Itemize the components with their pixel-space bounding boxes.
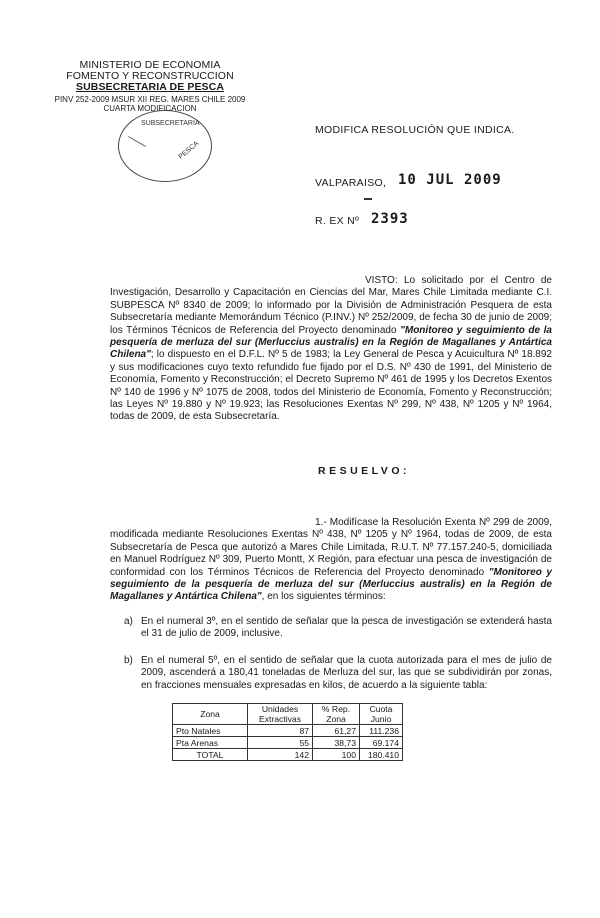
sub-a-marker: a): [124, 616, 133, 627]
table-cell-zone: TOTAL: [173, 749, 248, 761]
ministry-line-2: FOMENTO Y RECONSTRUCCION: [66, 70, 234, 82]
table-header-units: Unidades Extractivas: [248, 704, 313, 725]
table-cell-units: 142: [248, 749, 313, 761]
table-cell-percent: 61,27: [313, 725, 360, 737]
table-cell-units: 55: [248, 737, 313, 749]
date-mark: [364, 198, 372, 200]
table-header-zone: Zona: [173, 704, 248, 725]
table-cell-quota: 69.174: [360, 737, 403, 749]
table-total-row: [173, 749, 403, 761]
table-row: [173, 737, 403, 749]
table-cell-quota: 180.410: [360, 749, 403, 761]
table-cell-units: 87: [248, 725, 313, 737]
sub-b-marker: b): [124, 655, 133, 666]
ministry-line-1: MINISTERIO DE ECONOMIA: [79, 59, 221, 71]
table-cell-zone: Pta Arenas: [173, 737, 248, 749]
date-stamp: 10 JUL 2009: [398, 172, 502, 188]
table-cell-zone: Pto Natales: [173, 725, 248, 737]
table-header-percent: % Rep. Zona: [313, 704, 360, 725]
table-header-row: [173, 704, 403, 725]
item-1-text-2: , en los siguientes términos:: [261, 591, 386, 603]
place-label: VALPARAISO,: [315, 177, 387, 189]
item-1-project-title: "Monitoreo y seguimiento de la pesquería de merluza del sur (Merluccius australis) en la Región de Magallanes y Antártica Chilena": [110, 566, 552, 603]
table-row: [173, 725, 403, 737]
item-1-text-1: 1.- Modifícase la Resolución Exenta Nº 299 de 2009, modificada mediante Resoluciones Exentas Nº 438, Nº 1205 y Nº 1964, todas de 2009, de esta Subsecretaría de Pesca que autorizó a Mares Chile Limitada, R.U.T. Nº 77.157.240-5, domiciliada en Manuel Rodríguez Nº 309, Puerto Montt, X Región, para efectuar una pesca de investigación de conformidad con los Términos Técnicos de Referencia del Proyecto denominado: [110, 517, 552, 578]
table-cell-percent: 100: [313, 749, 360, 761]
resuelvo-heading: RESUELVO:: [318, 465, 410, 477]
resolution-number: 2393: [371, 211, 409, 227]
visto-paragraph: [110, 275, 552, 424]
item-1-paragraph: [110, 517, 552, 604]
resolution-label: R. EX Nº: [315, 215, 360, 227]
table-cell-quota: 111.236: [360, 725, 403, 737]
seal-top-text: SUBSECRETARIA: [141, 120, 200, 127]
project-reference: PINV 252-2009 MSUR XII REG. MARES CHILE 2009: [54, 95, 246, 104]
visto-project-title: "Monitoreo y seguimiento de la pesquería de merluza del sur (Merluccius australis) en la Región de Magallanes y Antártica Chilena": [110, 324, 552, 361]
seal-stamp: [118, 110, 212, 182]
subject-line: MODIFICA RESOLUCIÓN QUE INDICA.: [315, 124, 515, 136]
sub-a-text: En el numeral 3º, en el sentido de señalar que la pesca de investigación se extenderá hasta el 31 de julio de 2009, inclusive.: [141, 616, 552, 640]
table-cell-percent: 38,73: [313, 737, 360, 749]
table-header-quota: Cuota Junio: [360, 704, 403, 725]
visto-text-1: VISTO: Lo solicitado por el Centro de Investigación, Desarrollo y Capacitación en Ciencias del Mar, Mares Chile Limitada mediante C.I. SUBPESCA Nº 8340 de 2009; lo informado por la División de Administración Pesquera de esta Subsecretaría mediante Memorándum Técnico (P.INV.) Nº 252/2009, de fecha 30 de junio de 2009; los Términos Técnicos de Referencia del Proyecto denominado: [110, 275, 552, 336]
seal-side-text: PESCA: [177, 140, 201, 161]
ministry-line-3: SUBSECRETARIA DE PESCA: [75, 81, 225, 93]
visto-text-2: ; lo dispuesto en el D.F.L. Nº 5 de 1983; la Ley General de Pesca y Acuicultura Nº 18.892 y sus modificaciones cuyo texto refundido fue fijado por el D.S. Nº 430 de 1991, del Ministerio de Economía, Fomento y Reconstrucción; el Decreto Supremo Nº 461 de 1995 y los Decretos Exentos Nº 140 de 1996 y Nº 1075 de 2008, todos del Ministerio de Economía, Fomento y Reconstrucción; las Leyes Nº 19.880 y Nº 19.923; las Resoluciones Exentas Nº 299, Nº 438, Nº 1205 y Nº 1964, todas de 2009, de esta Subsecretaría.: [110, 349, 552, 423]
quota-table: [172, 703, 403, 761]
modification-note: CUARTA MODIFICACION: [103, 104, 197, 113]
seal-mark: [128, 136, 146, 147]
sub-b-text: En el numeral 5º, en el sentido de señalar que la cuota autorizada para el mes de julio de 2009, ascenderá a 180,41 toneladas de Merluza del sur, las que se subdividirán por zonas, en fracciones mensuales expresadas en kilos, de acuerdo a la siguiente tabla:: [141, 655, 552, 691]
